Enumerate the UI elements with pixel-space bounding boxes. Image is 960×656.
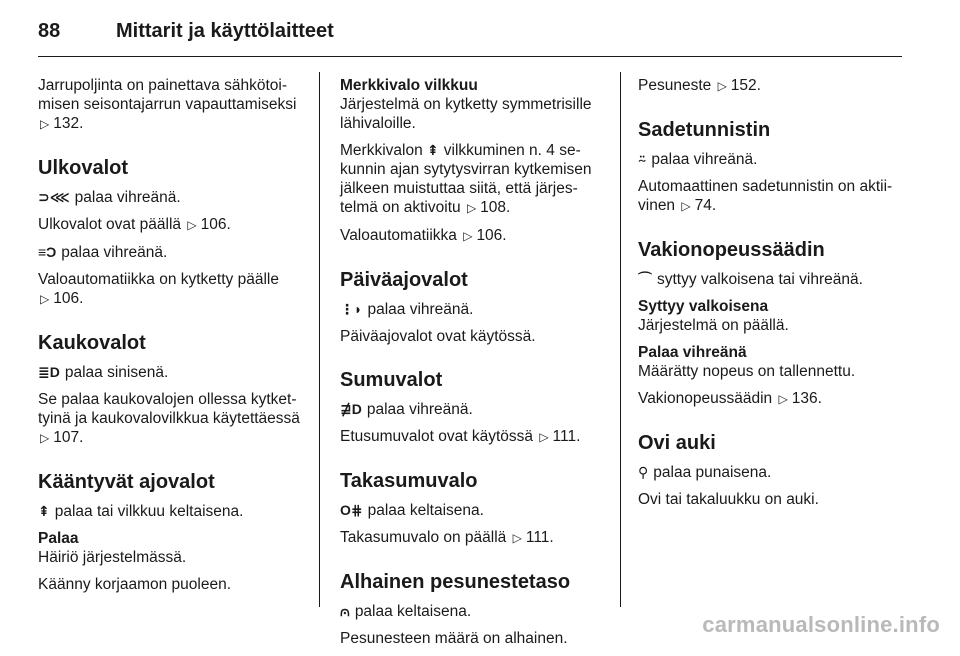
section-heading-alhainen-pesunestetaso: Alhainen pesunestetaso xyxy=(340,571,571,593)
page-number: 88 xyxy=(38,20,61,42)
page-header xyxy=(38,20,334,50)
rear-fog-light-icon: O⋕ xyxy=(340,502,363,518)
paragraph: Käänny korjaamon puoleen. xyxy=(38,576,232,593)
paragraph xyxy=(38,188,308,207)
text: Etusumuvalot ovat käytössä xyxy=(340,428,533,445)
watermark: carmanualsonline.info xyxy=(702,612,940,637)
paragraph xyxy=(38,76,308,134)
paragraph xyxy=(38,363,308,382)
page-reference: 106. xyxy=(53,290,84,307)
paragraph: Ovi tai takaluukku on auki. xyxy=(638,491,819,508)
text: palaa vihreänä. xyxy=(367,301,474,318)
paragraph: Määrätty nopeus on tallennettu. xyxy=(638,363,856,380)
reference-arrow-icon: ▷ xyxy=(40,117,50,131)
page-reference: 136. xyxy=(791,390,822,407)
reference-arrow-icon: ▷ xyxy=(512,531,522,545)
reference-arrow-icon: ▷ xyxy=(466,201,477,215)
subheading-palaa-vihreana: Palaa vihreänä xyxy=(638,344,747,361)
text: syttyy valkoisena tai vihreänä. xyxy=(657,271,863,288)
text: Valoautomatiikka xyxy=(340,227,457,244)
reference-arrow-icon: ▷ xyxy=(681,199,691,213)
paragraph xyxy=(340,427,610,447)
page-reference: 111. xyxy=(525,529,554,546)
paragraph xyxy=(38,502,308,521)
section-heading-sadetunnistin: Sadetunnistin xyxy=(638,119,771,141)
text: Merkkivalon xyxy=(340,142,423,159)
section-heading-kaantyvat-ajovalot: Kääntyvät ajovalot xyxy=(38,471,215,493)
paragraph xyxy=(340,226,610,246)
text: palaa punaisena. xyxy=(653,464,772,481)
text: Takasumuvalo on päällä xyxy=(340,529,507,546)
paragraph xyxy=(638,177,913,216)
subheading-merkkivalo-vilkkuu: Merkkivalo vilkkuu xyxy=(340,77,478,94)
fog-light-icon: ⋣D xyxy=(340,401,362,417)
paragraph xyxy=(638,76,913,96)
paragraph xyxy=(638,389,913,409)
section-heading-takasumuvalo: Takasumuvalo xyxy=(340,470,478,492)
reference-arrow-icon: ▷ xyxy=(463,229,473,243)
washer-fluid-icon: ⩀ xyxy=(340,603,350,619)
paragraph xyxy=(340,602,610,621)
paragraph xyxy=(38,270,308,309)
text: palaa keltaisena. xyxy=(367,502,484,519)
door-open-icon: ⚲ xyxy=(638,464,649,480)
paragraph xyxy=(340,501,610,520)
rain-sensor-icon: ⍨ xyxy=(638,151,647,167)
reference-arrow-icon: ▷ xyxy=(778,392,788,406)
text: palaa tai vilkkuu keltaisena. xyxy=(54,503,244,520)
paragraph: Päiväajovalot ovat käytössä. xyxy=(340,328,536,345)
text: palaa vihreänä. xyxy=(366,401,473,418)
paragraph: Häiriö järjestelmässä. xyxy=(38,549,187,566)
text: palaa keltaisena. xyxy=(354,603,472,620)
paragraph xyxy=(38,390,308,448)
column-divider-2 xyxy=(620,72,621,607)
adaptive-light-icon: ⇞ xyxy=(427,142,439,158)
page-reference: 132. xyxy=(53,115,84,132)
text: Se palaa kaukovalojen ollessa kytkettyinä ja kaukovalovilkkua käytettäessä xyxy=(38,391,300,427)
reference-arrow-icon: ▷ xyxy=(717,79,727,93)
reference-arrow-icon: ▷ xyxy=(40,292,50,306)
page-reference: 152. xyxy=(730,77,761,94)
daytime-light-icon: ⋮◗ xyxy=(340,301,363,317)
page-reference: 106. xyxy=(476,227,507,244)
column-3 xyxy=(638,76,913,517)
section-heading-ovi-auki: Ovi auki xyxy=(638,432,716,454)
paragraph xyxy=(340,400,610,419)
reference-arrow-icon: ▷ xyxy=(40,431,50,445)
page-reference: 108. xyxy=(480,199,511,216)
section-heading-paivaajovalot: Päiväajovalot xyxy=(340,269,468,291)
paragraph xyxy=(638,463,913,482)
section-heading-sumuvalot: Sumuvalot xyxy=(340,369,443,391)
section-heading-vakionopeussaadin: Vakionopeussäädin xyxy=(638,239,825,261)
text: Vakionopeussäädin xyxy=(638,390,773,407)
section-heading-kaukovalot: Kaukovalot xyxy=(38,332,146,354)
section-heading-ulkovalot: Ulkovalot xyxy=(38,157,129,179)
paragraph xyxy=(38,215,308,235)
column-divider-1 xyxy=(319,72,320,607)
page-reference: 106. xyxy=(200,216,231,233)
cruise-control-icon: ⌒ xyxy=(638,271,652,287)
header-rule xyxy=(38,56,902,57)
high-beam-icon: ≣D xyxy=(38,364,60,380)
paragraph xyxy=(638,270,913,289)
column-1 xyxy=(38,76,308,602)
text: palaa vihreänä. xyxy=(74,189,181,206)
auto-light-icon: ≡Ɔ xyxy=(38,244,57,260)
reference-arrow-icon: ▷ xyxy=(187,218,197,232)
subheading-syttyy-valkoisena: Syttyy valkoisena xyxy=(638,298,769,315)
text: palaa vihreänä. xyxy=(651,151,758,168)
page-title: Mittarit ja käyttölaitteet xyxy=(116,20,334,42)
paragraph: Järjestelmä on päällä. xyxy=(638,317,789,334)
paragraph xyxy=(340,528,610,548)
text: vilkkuminen n. 4 sekunnin ajan sytytysvirran kytkemisen jälkeen muistuttaa siitä, että järjestelmä on aktivoitu xyxy=(340,142,592,216)
text: palaa sinisenä. xyxy=(64,364,169,381)
paragraph: Järjestelmä on kytketty symmetrisille lähivaloille. xyxy=(340,96,592,132)
page-reference: 111. xyxy=(552,428,581,445)
text: Ulkovalot ovat päällä xyxy=(38,216,182,233)
text: palaa vihreänä. xyxy=(61,244,168,261)
paragraph xyxy=(38,243,308,262)
text: Automaattinen sadetunnistin on aktiivinen xyxy=(638,178,893,214)
page-reference: 74. xyxy=(694,197,717,214)
subheading-palaa: Palaa xyxy=(38,530,79,547)
paragraph xyxy=(340,300,610,319)
paragraph xyxy=(340,141,610,218)
paragraph xyxy=(638,150,913,169)
reference-arrow-icon: ▷ xyxy=(539,430,549,444)
text: Pesuneste xyxy=(638,77,712,94)
column-2 xyxy=(340,76,610,656)
text: Jarrupoljinta on painettava sähkötoimisen seisontajarrun vapauttamiseksi xyxy=(38,77,297,113)
paragraph: Pesunesteen määrä on alhainen. xyxy=(340,630,568,647)
page-reference: 107. xyxy=(53,429,84,446)
adaptive-light-icon: ⇞ xyxy=(38,503,50,519)
text: Valoautomatiikka on kytketty päälle xyxy=(38,271,279,288)
exterior-lights-icon: ⊃⋘ xyxy=(38,189,70,205)
